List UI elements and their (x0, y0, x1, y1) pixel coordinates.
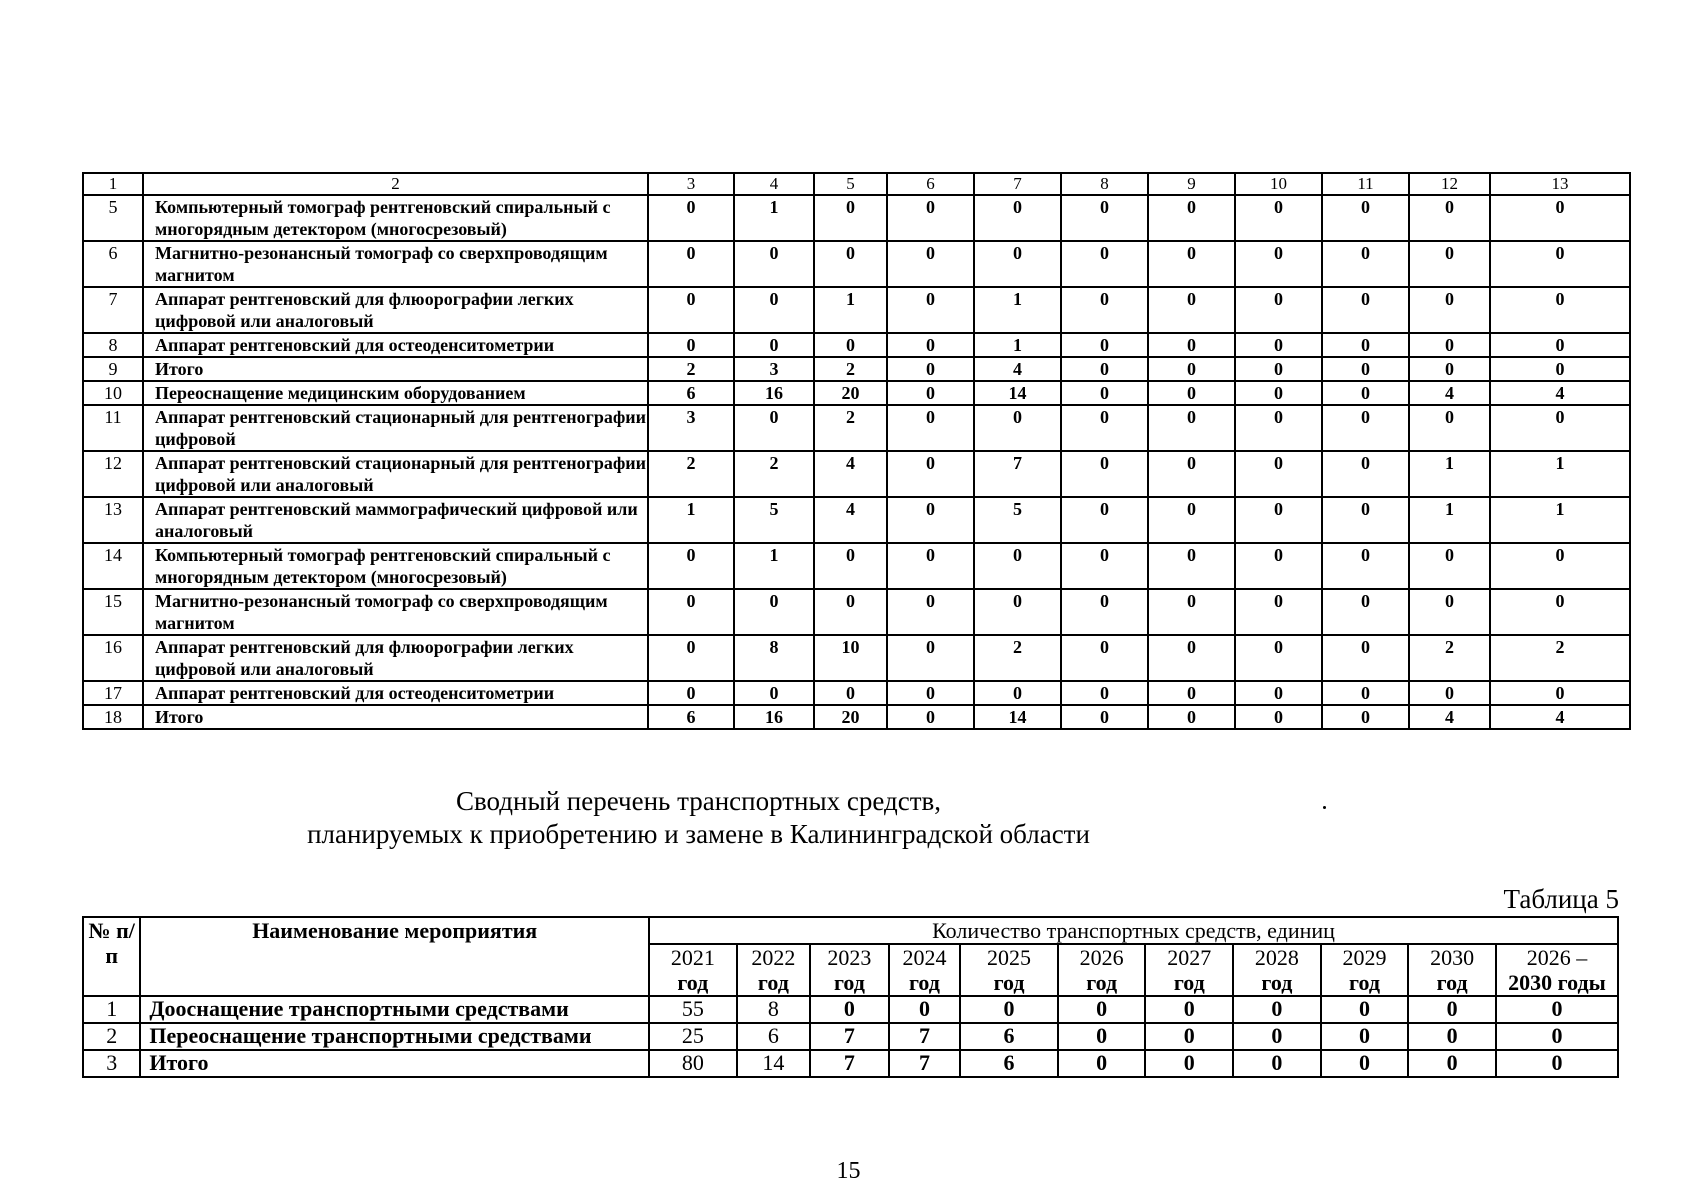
value-cell: 2 (648, 451, 734, 497)
year-suffix: год (1173, 970, 1205, 995)
value-cell: 0 (814, 195, 887, 241)
header-cell: 13 (1490, 173, 1630, 195)
value-cell: 1 (974, 287, 1061, 333)
value-cell: 0 (734, 589, 814, 635)
value-cell: 3 (734, 357, 814, 381)
value-cell: 0 (1235, 195, 1322, 241)
table-row (83, 241, 1630, 287)
value-cell: 0 (1322, 287, 1409, 333)
header-year (810, 944, 889, 996)
row-number: 3 (83, 1050, 140, 1077)
year-suffix: год (833, 970, 865, 995)
table-row (83, 497, 1630, 543)
value-cell: 0 (1322, 635, 1409, 681)
value-cell: 0 (1322, 195, 1409, 241)
value-cell: 0 (1322, 405, 1409, 451)
value-cell: 4 (814, 497, 887, 543)
value-cell: 20 (814, 381, 887, 405)
value-cell: 0 (648, 635, 734, 681)
table-row (83, 195, 1630, 241)
header-cell: 1 (83, 173, 143, 195)
header-cell: 9 (1148, 173, 1235, 195)
row-name: Итого (143, 705, 648, 729)
value-cell: 0 (1409, 589, 1490, 635)
value-cell: 0 (1490, 195, 1630, 241)
year-label: 2029 (1342, 945, 1387, 970)
value-cell: 0 (974, 405, 1061, 451)
value-cell: 0 (1409, 333, 1490, 357)
table-row (83, 996, 1618, 1023)
value-cell: 0 (648, 241, 734, 287)
value-cell: 25 (649, 1023, 737, 1050)
value-cell: 0 (1058, 1023, 1146, 1050)
value-cell: 0 (1235, 451, 1322, 497)
value-cell: 0 (1148, 333, 1235, 357)
value-cell: 3 (648, 405, 734, 451)
value-cell: 0 (1233, 1023, 1321, 1050)
value-cell: 0 (1408, 1023, 1496, 1050)
value-cell: 6 (648, 381, 734, 405)
value-cell: 0 (1408, 1050, 1496, 1077)
value-cell: 0 (1409, 543, 1490, 589)
value-cell: 0 (1235, 405, 1322, 451)
value-cell: 0 (887, 635, 974, 681)
row-name: Аппарат рентгеновский стационарный для рентгенографии цифровой (143, 405, 648, 451)
value-cell: 0 (974, 241, 1061, 287)
table-row (83, 405, 1630, 451)
value-cell: 0 (1496, 996, 1618, 1023)
value-cell: 10 (814, 635, 887, 681)
value-cell: 0 (1496, 1023, 1618, 1050)
value-cell: 0 (887, 705, 974, 729)
value-cell: 6 (648, 705, 734, 729)
value-cell: 1 (1490, 451, 1630, 497)
header-cell: 3 (648, 173, 734, 195)
value-cell: 0 (1148, 451, 1235, 497)
value-cell: 0 (1322, 241, 1409, 287)
table-row (83, 681, 1630, 705)
value-cell: 0 (1148, 543, 1235, 589)
row-name: Магнитно-резонансный томограф со сверхпроводящим магнитом (143, 589, 648, 635)
value-cell: 0 (1496, 1050, 1618, 1077)
value-cell: 0 (887, 287, 974, 333)
vehicles-table (82, 916, 1619, 1078)
header-year (1233, 944, 1321, 996)
row-number: 5 (83, 195, 143, 241)
value-cell: 20 (814, 705, 887, 729)
value-cell: 0 (1061, 287, 1148, 333)
value-cell: 0 (814, 543, 887, 589)
header-cell: 6 (887, 173, 974, 195)
value-cell: 0 (814, 589, 887, 635)
value-cell: 0 (887, 357, 974, 381)
value-cell: 8 (737, 996, 811, 1023)
header-cell: 8 (1061, 173, 1148, 195)
row-number: 11 (83, 405, 143, 451)
row-number: 2 (83, 1023, 140, 1050)
row-number: 10 (83, 381, 143, 405)
value-cell: 0 (648, 543, 734, 589)
value-cell: 0 (1061, 705, 1148, 729)
value-cell: 14 (737, 1050, 811, 1077)
value-cell: 2 (974, 635, 1061, 681)
value-cell: 0 (1235, 497, 1322, 543)
value-cell: 5 (734, 497, 814, 543)
value-cell: 0 (1148, 195, 1235, 241)
value-cell: 7 (810, 1050, 889, 1077)
header-cell: 2 (143, 173, 648, 195)
value-cell: 0 (1148, 405, 1235, 451)
value-cell: 0 (1061, 543, 1148, 589)
value-cell: 4 (1409, 381, 1490, 405)
value-cell: 0 (1235, 333, 1322, 357)
value-cell: 0 (1235, 357, 1322, 381)
value-cell: 0 (1322, 451, 1409, 497)
value-cell: 0 (960, 996, 1058, 1023)
header-name: Наименование мероприятия (140, 917, 649, 996)
value-cell: 0 (1148, 381, 1235, 405)
value-cell: 14 (974, 705, 1061, 729)
value-cell: 0 (1321, 1050, 1409, 1077)
value-cell: 2 (648, 357, 734, 381)
value-cell: 0 (734, 405, 814, 451)
value-cell: 0 (974, 589, 1061, 635)
value-cell: 6 (737, 1023, 811, 1050)
value-cell: 0 (1408, 996, 1496, 1023)
value-cell: 0 (1235, 287, 1322, 333)
value-cell: 0 (887, 333, 974, 357)
year-label: 2028 (1254, 945, 1299, 970)
value-cell: 2 (734, 451, 814, 497)
equipment-table (82, 172, 1631, 730)
page-number: 15 (836, 1158, 861, 1184)
value-cell: 0 (974, 195, 1061, 241)
value-cell: 0 (734, 287, 814, 333)
year-suffix: год (993, 970, 1025, 995)
row-number: 17 (83, 681, 143, 705)
value-cell: 0 (1061, 357, 1148, 381)
value-cell: 0 (887, 589, 974, 635)
row-name: Переоснащение медицинским оборудованием (143, 381, 648, 405)
year-suffix: год (1261, 970, 1293, 995)
value-cell: 0 (887, 497, 974, 543)
value-cell: 4 (1490, 381, 1630, 405)
value-cell: 6 (960, 1050, 1058, 1077)
value-cell: 0 (648, 589, 734, 635)
year-suffix: год (1086, 970, 1118, 995)
value-cell: 5 (974, 497, 1061, 543)
section-title-line-2: планируемых к приобретению и замене в Калининградской области (307, 819, 1090, 849)
row-number: 7 (83, 287, 143, 333)
row-name: Итого (140, 1050, 649, 1077)
value-cell: 1 (1490, 497, 1630, 543)
value-cell: 0 (814, 241, 887, 287)
row-number: 15 (83, 589, 143, 635)
value-cell: 2 (814, 405, 887, 451)
value-cell: 0 (734, 333, 814, 357)
table-row (83, 381, 1630, 405)
value-cell: 0 (1490, 333, 1630, 357)
value-cell: 0 (734, 241, 814, 287)
value-cell: 0 (1235, 681, 1322, 705)
value-cell: 2 (814, 357, 887, 381)
value-cell: 16 (734, 381, 814, 405)
value-cell: 0 (1145, 1050, 1233, 1077)
value-cell: 7 (889, 1023, 961, 1050)
header-year (1496, 944, 1618, 996)
header-cell: 10 (1235, 173, 1322, 195)
year-label: 2025 (987, 945, 1032, 970)
year-label: 2026 (1079, 945, 1124, 970)
row-name: Компьютерный томограф рентгеновский спиральный с многорядным детектором (многосрезовый) (143, 543, 648, 589)
table-row (83, 635, 1630, 681)
year-label: 2030 (1430, 945, 1475, 970)
row-name: Аппарат рентгеновский для остеоденситометрии (143, 681, 648, 705)
value-cell: 0 (974, 681, 1061, 705)
header-year (737, 944, 811, 996)
value-cell: 0 (648, 333, 734, 357)
year-label: 2021 (670, 945, 715, 970)
value-cell: 0 (1148, 287, 1235, 333)
table-row (83, 543, 1630, 589)
value-cell: 0 (1235, 543, 1322, 589)
value-cell: 0 (1058, 1050, 1146, 1077)
value-cell: 0 (1490, 357, 1630, 381)
value-cell: 7 (810, 1023, 889, 1050)
table-row (83, 451, 1630, 497)
row-number: 18 (83, 705, 143, 729)
value-cell: 0 (1322, 705, 1409, 729)
value-cell: 0 (1409, 195, 1490, 241)
value-cell: 0 (1321, 996, 1409, 1023)
value-cell: 0 (1061, 195, 1148, 241)
value-cell: 0 (1322, 681, 1409, 705)
value-cell: 0 (1490, 543, 1630, 589)
value-cell: 7 (889, 1050, 961, 1077)
value-cell: 80 (649, 1050, 737, 1077)
value-cell: 0 (887, 405, 974, 451)
value-cell: 0 (1061, 451, 1148, 497)
row-number: 12 (83, 451, 143, 497)
value-cell: 0 (887, 543, 974, 589)
value-cell: 4 (1409, 705, 1490, 729)
value-cell: 0 (1322, 357, 1409, 381)
value-cell: 0 (814, 681, 887, 705)
row-name: Аппарат рентгеновский маммографический цифровой или аналоговый (143, 497, 648, 543)
value-cell: 0 (1061, 405, 1148, 451)
value-cell: 0 (1322, 589, 1409, 635)
section-title-line-1: Сводный перечень транспортных средств, (455, 786, 942, 816)
table-caption: Таблица 5 (1503, 884, 1619, 914)
value-cell: 0 (1061, 589, 1148, 635)
row-name: Дооснащение транспортными средствами (140, 996, 649, 1023)
header-year (1058, 944, 1146, 996)
year-label: 2026 – (1526, 945, 1588, 970)
header-year (1321, 944, 1409, 996)
row-name: Итого (143, 357, 648, 381)
table-row (83, 357, 1630, 381)
value-cell: 0 (1409, 405, 1490, 451)
value-cell: 0 (1148, 357, 1235, 381)
value-cell: 0 (1490, 241, 1630, 287)
value-cell: 0 (648, 287, 734, 333)
value-cell: 0 (734, 681, 814, 705)
row-number: 8 (83, 333, 143, 357)
value-cell: 0 (1061, 333, 1148, 357)
row-name: Аппарат рентгеновский стационарный для рентгенографии цифровой или аналоговый (143, 451, 648, 497)
year-label: 2027 (1167, 945, 1212, 970)
table-row (83, 589, 1630, 635)
value-cell: 0 (1235, 635, 1322, 681)
value-cell: 0 (1148, 497, 1235, 543)
table-row (83, 287, 1630, 333)
value-cell: 0 (1490, 405, 1630, 451)
value-cell: 0 (1233, 996, 1321, 1023)
value-cell: 1 (814, 287, 887, 333)
year-label: 2022 (751, 945, 796, 970)
value-cell: 0 (1148, 635, 1235, 681)
header-cell: 5 (814, 173, 887, 195)
value-cell: 0 (1058, 996, 1146, 1023)
value-cell: 0 (1061, 497, 1148, 543)
row-name: Аппарат рентгеновский для остеоденситометрии (143, 333, 648, 357)
header-num: № п/п (83, 917, 140, 996)
value-cell: 0 (1490, 287, 1630, 333)
value-cell: 0 (1148, 705, 1235, 729)
value-cell: 0 (1322, 333, 1409, 357)
value-cell: 1 (734, 195, 814, 241)
header-cell: 7 (974, 173, 1061, 195)
value-cell: 0 (1061, 635, 1148, 681)
value-cell: 8 (734, 635, 814, 681)
value-cell: 0 (887, 451, 974, 497)
row-number: 16 (83, 635, 143, 681)
value-cell: 0 (648, 681, 734, 705)
row-name: Компьютерный томограф рентгеновский спиральный с многорядным детектором (многосрезовый) (143, 195, 648, 241)
year-suffix: год (757, 970, 789, 995)
table-row (83, 705, 1630, 729)
value-cell: 0 (889, 996, 961, 1023)
value-cell: 0 (1233, 1050, 1321, 1077)
value-cell: 0 (814, 333, 887, 357)
value-cell: 0 (1490, 681, 1630, 705)
year-suffix: год (908, 970, 940, 995)
value-cell: 4 (974, 357, 1061, 381)
header-year (1145, 944, 1233, 996)
value-cell: 0 (1061, 681, 1148, 705)
value-cell: 55 (649, 996, 737, 1023)
value-cell: 0 (1148, 241, 1235, 287)
value-cell: 0 (1148, 681, 1235, 705)
header-year (649, 944, 737, 996)
header-year (960, 944, 1058, 996)
value-cell: 0 (1235, 705, 1322, 729)
value-cell: 4 (1490, 705, 1630, 729)
value-cell: 1 (974, 333, 1061, 357)
year-label: 2023 (827, 945, 872, 970)
value-cell: 16 (734, 705, 814, 729)
header-cell: 12 (1409, 173, 1490, 195)
header-cell: 4 (734, 173, 814, 195)
value-cell: 0 (1061, 241, 1148, 287)
table-row (83, 333, 1630, 357)
value-cell: 0 (887, 241, 974, 287)
value-cell: 2 (1409, 635, 1490, 681)
row-name: Магнитно-резонансный томограф со сверхпроводящим магнитом (143, 241, 648, 287)
value-cell: 1 (1409, 497, 1490, 543)
value-cell: 0 (1409, 681, 1490, 705)
value-cell: 0 (810, 996, 889, 1023)
row-name: Аппарат рентгеновский для флюорографии легких цифровой или аналоговый (143, 287, 648, 333)
table-header-row (83, 173, 1630, 195)
table-row (83, 1050, 1618, 1077)
value-cell: 0 (887, 195, 974, 241)
year-suffix: год (1436, 970, 1468, 995)
stray-dot (1323, 806, 1326, 809)
row-name: Переоснащение транспортными средствами (140, 1023, 649, 1050)
row-number: 13 (83, 497, 143, 543)
row-number: 14 (83, 543, 143, 589)
value-cell: 1 (648, 497, 734, 543)
value-cell: 7 (974, 451, 1061, 497)
value-cell: 0 (1322, 543, 1409, 589)
value-cell: 0 (1409, 241, 1490, 287)
value-cell: 0 (1409, 287, 1490, 333)
value-cell: 0 (1061, 381, 1148, 405)
value-cell: 0 (1145, 996, 1233, 1023)
value-cell: 0 (1322, 497, 1409, 543)
row-number: 6 (83, 241, 143, 287)
value-cell: 0 (887, 681, 974, 705)
value-cell: 0 (1235, 241, 1322, 287)
value-cell: 0 (648, 195, 734, 241)
value-cell: 0 (1322, 381, 1409, 405)
value-cell: 0 (1409, 357, 1490, 381)
row-number: 9 (83, 357, 143, 381)
year-suffix: год (1349, 970, 1380, 995)
value-cell: 14 (974, 381, 1061, 405)
value-cell: 0 (1148, 589, 1235, 635)
value-cell: 0 (974, 543, 1061, 589)
year-label: 2024 (902, 945, 947, 970)
header-cell: 11 (1322, 173, 1409, 195)
year-suffix: год (677, 970, 709, 995)
value-cell: 0 (1321, 1023, 1409, 1050)
value-cell: 0 (1235, 589, 1322, 635)
row-name: Аппарат рентгеновский для флюорографии легких цифровой или аналоговый (143, 635, 648, 681)
header-year (1408, 944, 1496, 996)
value-cell: 6 (960, 1023, 1058, 1050)
value-cell: 0 (887, 381, 974, 405)
value-cell: 0 (1145, 1023, 1233, 1050)
value-cell: 4 (814, 451, 887, 497)
value-cell: 0 (1235, 381, 1322, 405)
table-row (83, 1023, 1618, 1050)
year-suffix: 2030 годы (1508, 970, 1606, 995)
value-cell: 1 (1409, 451, 1490, 497)
header-year (889, 944, 961, 996)
value-cell: 0 (1490, 589, 1630, 635)
value-cell: 2 (1490, 635, 1630, 681)
header-quantity-group: Количество транспортных средств, единиц (649, 917, 1618, 944)
value-cell: 1 (734, 543, 814, 589)
row-number: 1 (83, 996, 140, 1023)
